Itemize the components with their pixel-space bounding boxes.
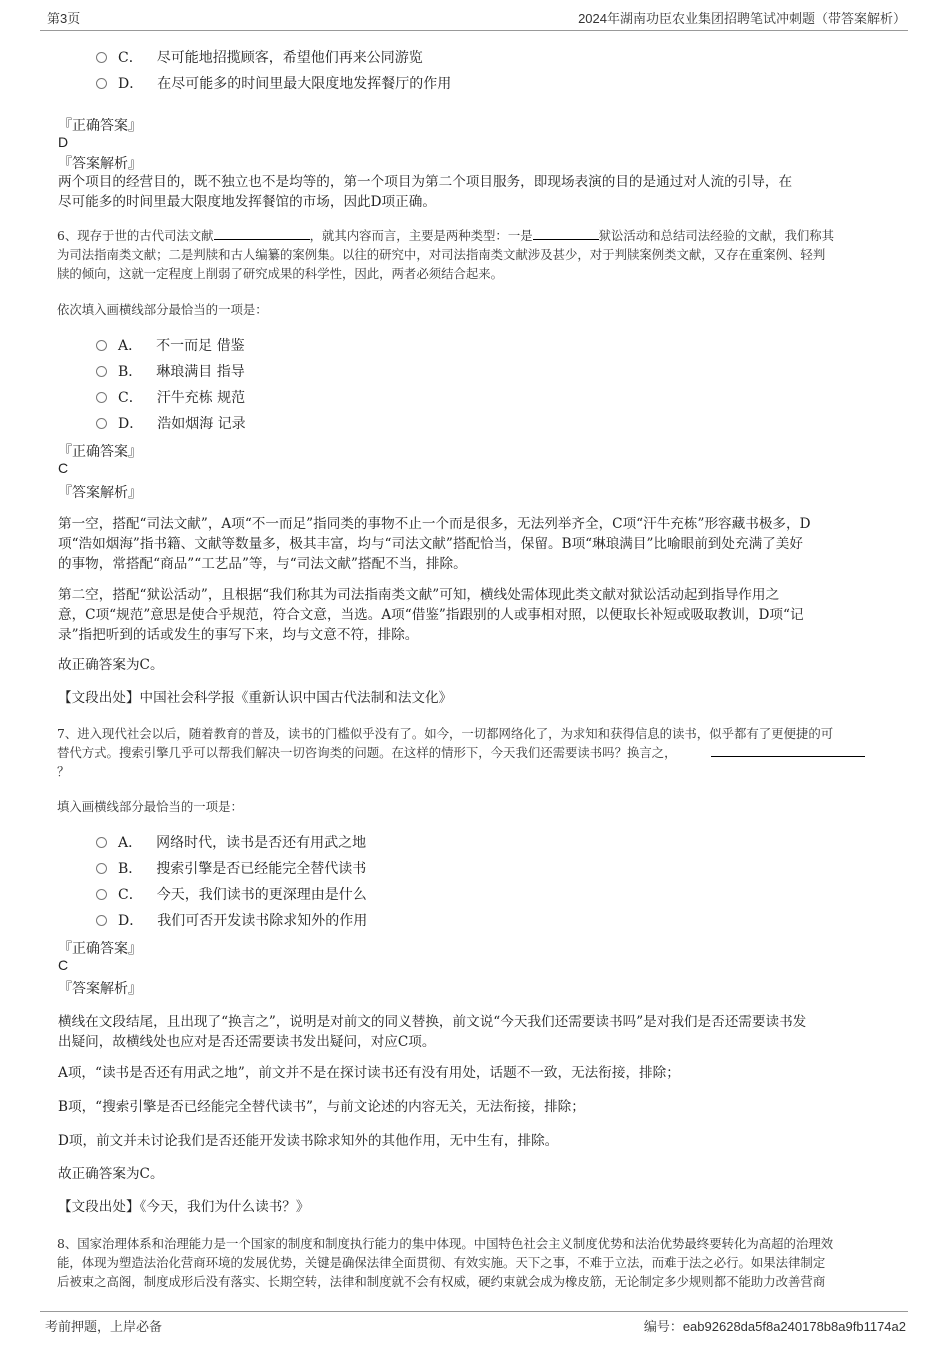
option-letter: B． [118,861,143,877]
analysis-line: 录”指把听到的话或发生的事写下来，均与文意不符，排除。 [58,627,419,643]
q6-stem [57,226,893,283]
radio-icon[interactable] [96,915,107,926]
q7-option-d[interactable] [96,910,367,930]
option-text: 尽可能地招揽顾客，希望他们再来公同游览 [156,50,423,66]
q7-answer: C [58,957,69,973]
stem-text: 6、现存于世的古代司法文献 [57,228,214,243]
q6-analysis-p1 [58,514,892,574]
stem-text: 牍的倾向，这就一定程度上削弱了研究成果的科学性，因此，两者必须结合起来。 [57,266,504,281]
q6-analysis-p2 [58,585,892,645]
stem-text: 能，体现为塑造法治化营商环境的发展优势，关键是确保法律全面贯彻、有效实施。天下之事，不难于立法，而难于法之必行。如果法律制定 [57,1255,826,1270]
q6-option-c[interactable] [96,387,245,407]
q6-option-a[interactable] [96,335,245,355]
q8-stem [57,1234,893,1291]
q7-option-b[interactable] [96,858,366,878]
radio-icon[interactable] [96,418,107,429]
option-text: 我们可否开发读书除求知外的作用 [157,913,368,929]
footer-slogan: 考前押题，上岸必备 [45,1319,163,1334]
q6-conclusion: 故正确答案为C。 [58,657,164,673]
analysis-line: 项“浩如烟海”指书籍、文献等数量多，极其丰富，均与“司法文献”搭配恰当，保留。B项“琳琅满目”比喻眼前到处充满了美好 [58,536,803,552]
q7-analysis-p3: B项，“搜索引擎是否已经能完全替代读书”，与前文论述的内容无关，无法衔接，排除； [58,1099,585,1115]
q5-analysis-label: 『答案解析』 [58,156,142,172]
q6-answer-label: 『正确答案』 [58,444,142,460]
option-letter: D． [118,913,144,929]
stem-text: 后被束之高阁，制度成形后没有落实、长期空转，法律和制度就不会有权威，硬约束就会成为橡皮筋，无论制定多少规则都不能助力改善营商 [57,1274,826,1289]
option-letter: D． [118,76,144,92]
option-text: 琳琅满目 指导 [156,364,245,380]
option-letter: A． [118,338,143,354]
q7-analysis-p2: A项，“读书是否还有用武之地”，前文并不是在探讨读书还有没有用处，话题不一致，无法衔接，排除； [58,1065,680,1081]
radio-icon[interactable] [96,889,107,900]
q7-answer-label: 『正确答案』 [58,941,142,957]
stem-text: ？ [57,764,70,779]
q5-answer: D [58,134,69,150]
footer-serial: 编号：eab92628da5f8a240178b8a9fb1174a2 [643,1319,906,1334]
option-letter: D． [118,416,144,432]
q6-analysis-label: 『答案解析』 [58,485,142,501]
q7-analysis-p1 [58,1012,892,1052]
stem-text: ，就其内容而言，主要是两种类型：一是 [309,228,533,243]
header-divider [40,30,908,31]
stem-text: 7、进入现代社会以后，随着教育的普及，读书的门槛似乎没有了。如今，一切都网络化了，为求知和获得信息的读书，似乎都有了更便捷的可 [57,726,834,741]
q7-conclusion: 故正确答案为C。 [58,1166,164,1182]
option-text: 今天，我们读书的更深理由是什么 [156,887,367,903]
option-letter: C． [118,390,143,406]
analysis-line: 第二空，搭配“狱讼活动”，且根据“我们称其为司法指南类文献”可知，横线处需体现此类文献对狱讼活动起到指导作用之 [58,587,780,603]
option-text: 不一而足 借鉴 [156,338,245,354]
radio-icon[interactable] [96,78,107,89]
option-text: 浩如烟海 记录 [157,416,246,432]
option-text: 在尽可能多的时间里最大限度地发挥餐厅的作用 [157,76,452,92]
blank-line [214,227,310,240]
analysis-line: 横线在文段结尾，且出现了“换言之”，说明是对前文的同义替换，前文说“今天我们还需要读书吗”是对我们是否还需要读书发 [58,1014,807,1030]
radio-icon[interactable] [96,863,107,874]
option-letter: A． [118,835,143,851]
stem-text: 8、国家治理体系和治理能力是一个国家的制度和制度执行能力的集中体现。中国特色社会主义制度优势和法治优势最终要转化为高超的治理效 [57,1236,834,1251]
q5-answer-label: 『正确答案』 [58,118,142,134]
radio-icon[interactable] [96,340,107,351]
radio-icon[interactable] [96,392,107,403]
option-text: 搜索引擎是否已经能完全替代读书 [156,861,367,877]
q7-source: 【文段出处】《今天，我们为什么读书？》 [58,1199,310,1215]
q6-option-b[interactable] [96,361,245,381]
radio-icon[interactable] [96,366,107,377]
option-letter: C． [118,50,143,66]
q7-option-a[interactable] [96,832,366,852]
option-letter: C． [118,887,143,903]
analysis-line: 出疑问，故横线处也应对是否还需要读书发出疑问，对应C项。 [58,1034,436,1050]
q5-option-d[interactable] [96,73,451,93]
q6-option-d[interactable] [96,413,246,433]
analysis-line: 意，C项“规范”意思是使合乎规范，符合文意，当选。A项“借鉴”指跟别的人或事相对照，以便取长补短或吸取教训，D项“记 [58,607,804,623]
analysis-line: 两个项目的经营目的，既不独立也不是均等的，第一个项目为第二个项目服务，即现场表演的目的是通过对人流的引导，在 [58,174,793,190]
q7-analysis-label: 『答案解析』 [58,981,142,997]
document-title: 2024年湖南功臣农业集团招聘笔试冲刺题（带答案解析） [578,11,906,26]
q6-answer: C [58,460,69,476]
stem-text: 替代方式。搜索引擎几乎可以帮我们解决一切咨询类的问题。在这样的情形下，今天我们还需要读书吗？换言之， [57,745,677,760]
stem-text: 狱讼活动和总结司法经验的文献，我们称其 [598,228,835,243]
option-text: 汗牛充栋 规范 [156,390,246,406]
stem-text: 为司法指南类文献；二是判牍和古人编纂的案例集。以往的研究中，对司法指南类文献涉及甚少，对于判牍案例类文献，又存在重案例、轻判 [57,247,826,262]
radio-icon[interactable] [96,837,107,848]
q7-stem [57,724,893,781]
q7-analysis-p4: D项，前文并未讨论我们是否还能开发读书除求知外的其他作用，无中生有，排除。 [58,1133,559,1149]
radio-icon[interactable] [96,52,107,63]
footer-divider [40,1311,908,1312]
option-letter: B． [118,364,143,380]
option-text: 网络时代，读书是否还有用武之地 [156,835,367,851]
q6-source: 【文段出处】中国社会科学报《重新认识中国古代法制和法文化》 [58,690,453,706]
blank-line [533,227,599,240]
analysis-line: 第一空，搭配“司法文献”，A项“不一而足”指同类的事物不止一个而是很多，无法列举齐全，C项“汗牛充栋”形容藏书极多，D [58,516,811,532]
page-number: 第3页 [47,11,81,26]
q5-option-c[interactable] [96,47,423,67]
blank-line [711,744,865,757]
q5-analysis [58,172,892,212]
q7-prompt: 填入画横线部分最恰当的一项是： [57,799,243,814]
analysis-line: 尽可能多的时间里最大限度地发挥餐馆的市场，因此D项正确。 [58,194,436,210]
analysis-line: 的事物，常搭配“商品”“工艺品”等，与“司法文献”搭配不当，排除。 [58,556,467,572]
q7-option-c[interactable] [96,884,367,904]
q6-prompt: 依次填入画横线部分最恰当的一项是： [57,302,268,317]
